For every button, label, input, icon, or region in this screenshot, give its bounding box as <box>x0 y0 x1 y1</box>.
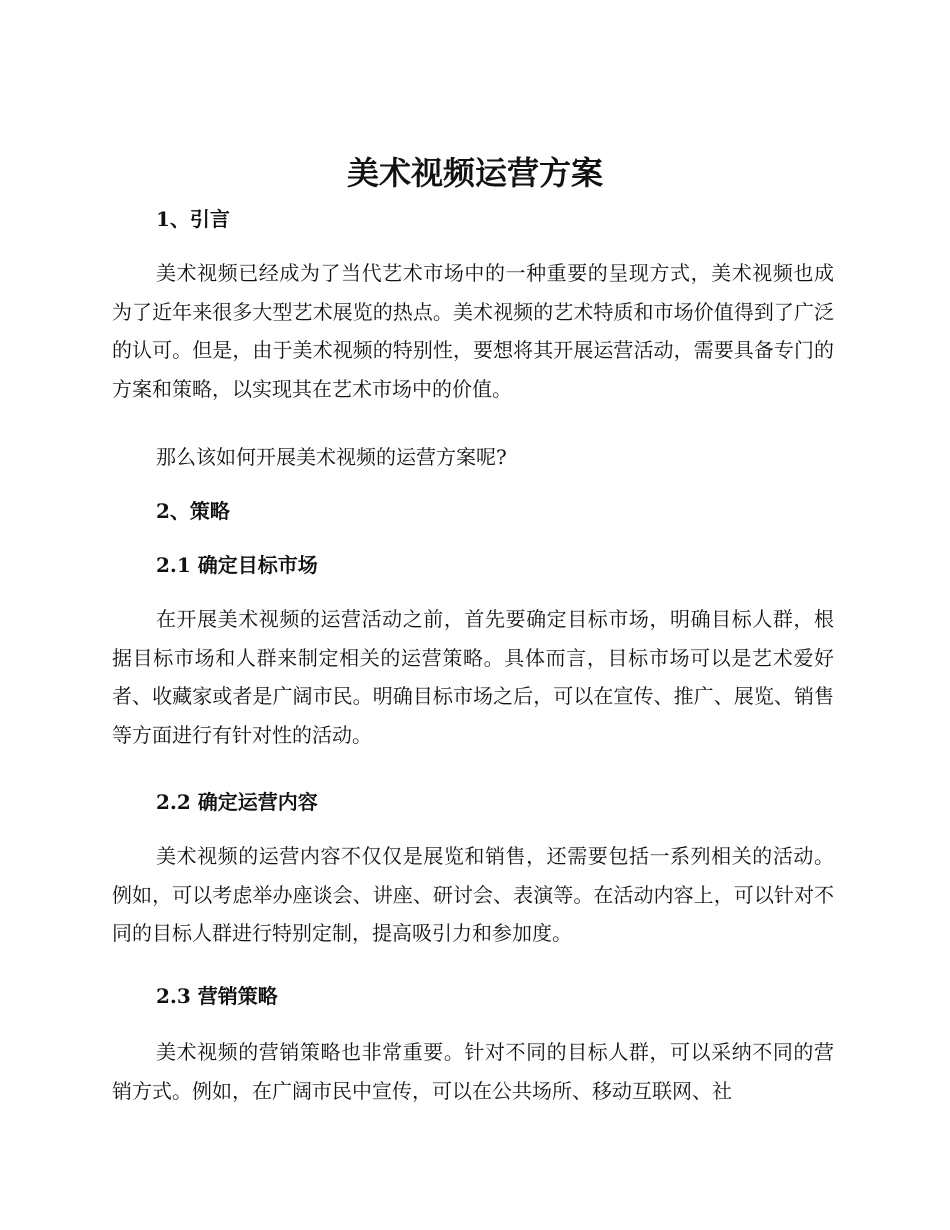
section-heading-intro: 1、引言 <box>156 207 230 231</box>
paragraph-intro-1: 美术视频已经成为了当代艺术市场中的一种重要的呈现方式，美术视频也成为了近年来很多大型艺术展览的热点。美术视频的艺术特质和市场价值得到了广泛的认可。但是，由于美术视频的特别性，要想将其开展运营活动，需要具备专门的方案和策略，以实现其在艺术市场中的价值。 <box>112 261 834 402</box>
paragraph-2-1: 在开展美术视频的运营活动之前，首先要确定目标市场，明确目标人群，根据目标市场和人群来制定相关的运营策略。具体而言，目标市场可以是艺术爱好者、收藏家或者是广阔市民。明确目标市场之后，可以在宣传、推广、展览、销售等方面进行有针对性的活动。 <box>112 607 834 748</box>
paragraph-2-3: 美术视频的营销策略也非常重要。针对不同的目标人群，可以采纳不同的营销方式。例如，在广阔市民中宣传，可以在公共场所、移动互联网、社 <box>112 1040 834 1103</box>
subsection-heading-2-2: 2.2 确定运营内容 <box>156 790 318 814</box>
paragraph-intro-2: 那么该如何开展美术视频的运营方案呢? <box>156 445 507 469</box>
document-title: 美术视频运营方案 <box>346 154 603 192</box>
subsection-heading-2-1: 2.1 确定目标市场 <box>156 553 318 577</box>
section-heading-strategy: 2、策略 <box>156 499 230 523</box>
subsection-heading-2-3: 2.3 营销策略 <box>156 984 278 1008</box>
paragraph-2-2: 美术视频的运营内容不仅仅是展览和销售，还需要包括一系列相关的活动。例如，可以考虑举办座谈会、讲座、研讨会、表演等。在活动内容上，可以针对不同的目标人群进行特别定制，提高吸引力和参加度。 <box>112 844 834 946</box>
